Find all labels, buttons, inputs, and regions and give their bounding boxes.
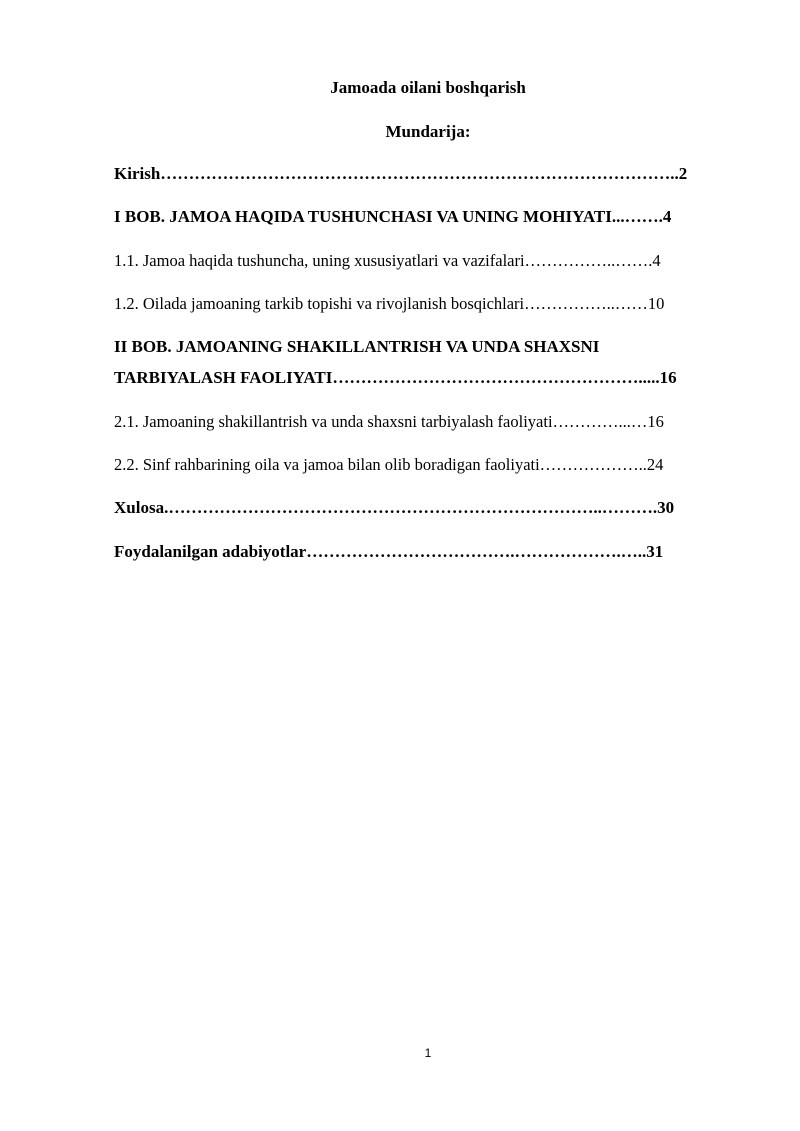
toc-entry-conclusion: Xulosa.…………………………………………………………………..……….30 (114, 498, 675, 517)
toc-entry-chapter-1: I BOB. JAMOA HAQIDA TUSHUNCHASI VA UNING MOHIYATI...…….4 (114, 207, 672, 226)
toc-heading: Mundarija: (385, 122, 471, 141)
page-number: 1 (424, 1046, 432, 1060)
toc-entry-section-2-2: 2.2. Sinf rahbarining oila va jamoa bilan olib boradigan faoliyati………………..24 (114, 455, 664, 474)
toc-entry-section-2-1: 2.1. Jamoaning shakillantrish va unda shaxsni tarbiyalash faoliyati…………...…16 (114, 412, 664, 431)
toc-entry-chapter-2-line-1: II BOB. JAMOANING SHAKILLANTRISH VA UNDA SHAXSNI (114, 337, 600, 356)
toc-entry-section-1-1: 1.1. Jamoa haqida tushuncha, uning xususiyatlari va vazifalari……………..…….4 (114, 251, 661, 270)
toc-entry-section-1-2: 1.2. Oilada jamoaning tarkib topishi va rivojlanish bosqichlari……………..……10 (114, 294, 665, 313)
toc-entry-references: Foydalanilgan adabiyotlar……………………………….……………….…..31 (114, 542, 664, 561)
toc-entry-chapter-2-line-2: TARBIYALASH FAOLIYATI……………………………………………….....16 (114, 368, 677, 387)
document-title: Jamoada oilani boshqarish (330, 78, 526, 97)
toc-entry-introduction: Kirish………………………………………………………………………………..2 (114, 164, 688, 183)
